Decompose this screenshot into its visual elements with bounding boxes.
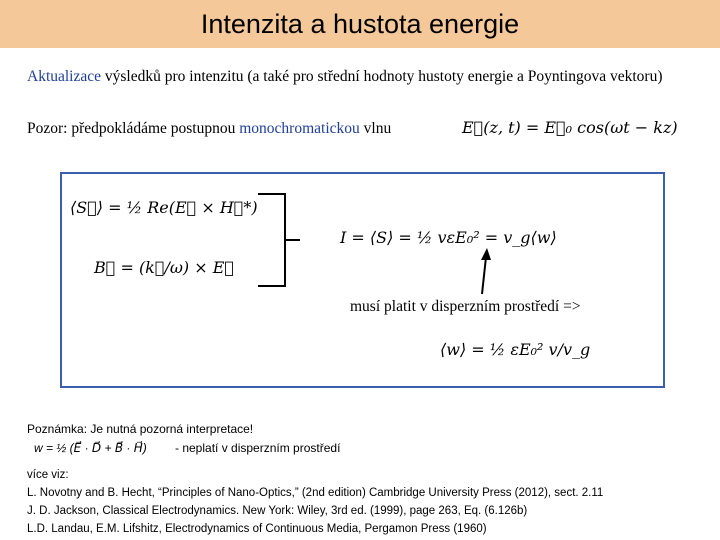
reference-item: J. D. Jackson, Classical Electrodynamics. New York: Wiley, 3rd ed. (1999), page 263, Eq. (6.126b) <box>27 505 528 517</box>
footnote-remark: - neplatí v disperzním prostředí <box>175 441 341 455</box>
bracket <box>258 193 286 287</box>
dispersion-note: musí platit v disperzním prostředí => <box>350 298 581 315</box>
title-bar <box>0 0 720 48</box>
warning-text <box>27 118 391 139</box>
intro-text <box>27 66 667 87</box>
warning-accent-word: monochromatickou <box>239 120 360 137</box>
poynting-average-formula: ⟨S⃗⟩ = ½ Re(E⃗ × H⃗*) <box>70 198 258 217</box>
page-title: Intenzita a hustota energie <box>200 8 520 39</box>
reference-item: L.D. Landau, E.M. Lifshitz, Electrodynamics of Continuous Media, Pergamon Press (1960) <box>27 523 487 535</box>
reference-item: L. Novotny and B. Hecht, “Principles of Nano-Optics,” (2nd edition) Cambridge University Press (2012), sect. 2.11 <box>27 487 604 499</box>
intro-rest: výsledků pro intenzitu (a také pro střední hodnoty hustoty energie a Poyntingova vektoru) <box>101 68 663 85</box>
intro-accent-word: Aktualizace <box>27 68 102 85</box>
footnote-label: Poznámka: Je nutná pozorná interpretace! <box>27 422 254 436</box>
references-heading: více viz: <box>27 469 69 481</box>
magnetic-field-formula: B⃗ = (k⃗/ω) × E⃗ <box>94 258 235 277</box>
intensity-formula: I = ⟨S⟩ = ½ vεE₀² = v_g⟨w⟩ <box>340 228 557 247</box>
warning-suffix: vlnu <box>359 120 392 137</box>
references <box>27 466 603 538</box>
warning-prefix: Pozor: předpokládáme postupnou <box>27 120 240 137</box>
energy-density-formula: ⟨w⟩ = ½ εE₀² v/v_g <box>440 340 591 359</box>
bracket-tick <box>286 239 300 241</box>
wave-formula: E⃗(z, t) = E⃗₀ cos(ωt − kz) <box>462 118 678 137</box>
footnote-formula: w = ½ (E⃗ · D⃗ + B⃗ · H⃗) <box>34 441 147 455</box>
